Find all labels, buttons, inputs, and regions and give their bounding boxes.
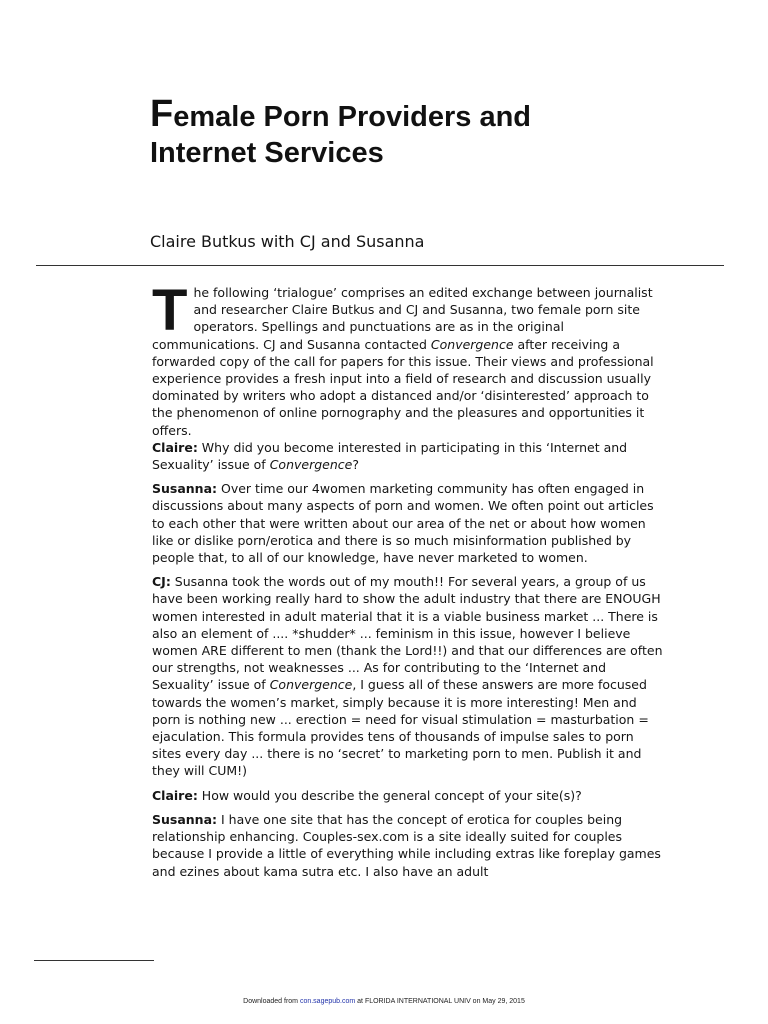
exchange-text: I have one site that has the concept of erotica for couples being relationship enhancing. Couples-sex.com is a site ideally suited for couples because I provide a little of everything while including extras like foreplay games and ezines about kama sutra etc. I also have an adult xyxy=(152,811,661,879)
footer-suffix: at FLORIDA INTERNATIONAL UNIV on May 29, 2015 xyxy=(355,998,525,1005)
title-line-1: emale Porn Providers and xyxy=(173,101,532,133)
speaker-label: Claire: xyxy=(152,787,198,803)
footer-link[interactable]: con.sagepub.com xyxy=(299,998,356,1005)
speaker-label: Susanna: xyxy=(152,481,218,497)
exchange-paragraph xyxy=(152,439,664,473)
speaker-label: CJ: xyxy=(152,574,171,590)
article-body xyxy=(152,278,664,887)
drop-cap: T xyxy=(152,278,188,343)
exchange-text: Susanna took the words out of my mouth!! For several years, a group of us have been working really hard to show the adult industry that there are ENOUGH women interested in adult material that it is a viable business market ... There is also an element of .... *shudder* ... feminism in this issue, however I believe women ARE different to men (thank the Lord!!) and that our differences are often our strengths, not weaknesses ... As for contributing to the ‘Internet and Sexuality’ issue of xyxy=(152,574,663,693)
intro-text: he following ‘trialogue’ comprises an edited exchange between journalist and researcher Claire Butkus and CJ and Susanna, two female porn site operators. Spellings and punctuations are as in the original communications. CJ and Susanna contacted xyxy=(152,285,653,352)
exchange-paragraph xyxy=(152,573,664,779)
speaker-label: Claire: xyxy=(152,439,198,455)
exchange-italic: Convergence xyxy=(269,457,353,473)
journal-name: Convergence xyxy=(430,336,514,352)
exchange-paragraph xyxy=(152,787,664,804)
exchange-paragraph xyxy=(152,811,664,880)
footer-prefix: Downloaded from xyxy=(243,998,300,1005)
download-footer xyxy=(0,998,768,1005)
intro-text-cont: after receiving a forwarded copy of the call for papers for this issue. Their views and professional experience provides a fresh input into a field of research and discussion usually dominated by writers who adopt a distanced and/or ‘disinterested’ approach to the phenomenon of online pornography and the pleasures and opportunities it offers. xyxy=(152,336,654,438)
exchange-text-cont: ? xyxy=(352,457,359,473)
exchange-text: Over time our 4women marketing community has often engaged in discussions about many aspects of porn and women. We often point out articles to each other that were written about our area of the net or about how women like or dislike porn/erotica and there is so much misinformation published by people that, to all of our knowledge, have never marketed to women. xyxy=(152,481,654,566)
exchange-text: Why did you become interested in participating in this ‘Internet and Sexuality’ issue of xyxy=(152,439,628,473)
exchange-paragraph xyxy=(152,480,664,566)
article-title xyxy=(150,93,730,171)
title-initial: F xyxy=(150,93,174,135)
header-divider xyxy=(36,265,724,266)
exchange-text: How would you describe the general concept of your site(s)? xyxy=(197,787,582,803)
intro-paragraph xyxy=(152,278,664,439)
title-line-2: Internet Services xyxy=(150,137,384,169)
speaker-label: Susanna: xyxy=(152,811,218,827)
exchange-italic: Convergence xyxy=(269,677,353,693)
footnote-rule xyxy=(34,960,154,961)
exchange-text-cont: , I guess all of these answers are more focused towards the women’s market, simply because it is more interesting! Men and porn is nothing new ... erection = need for visual stimulation = masturbation = ejaculation. This formula provides tens of thousands of impulse sales to porn sites every day ... there is no ‘secret’ to marketing porn to men. Publish it and they will CUM!) xyxy=(152,677,649,779)
author-line: Claire Butkus with CJ and Susanna xyxy=(150,232,425,251)
